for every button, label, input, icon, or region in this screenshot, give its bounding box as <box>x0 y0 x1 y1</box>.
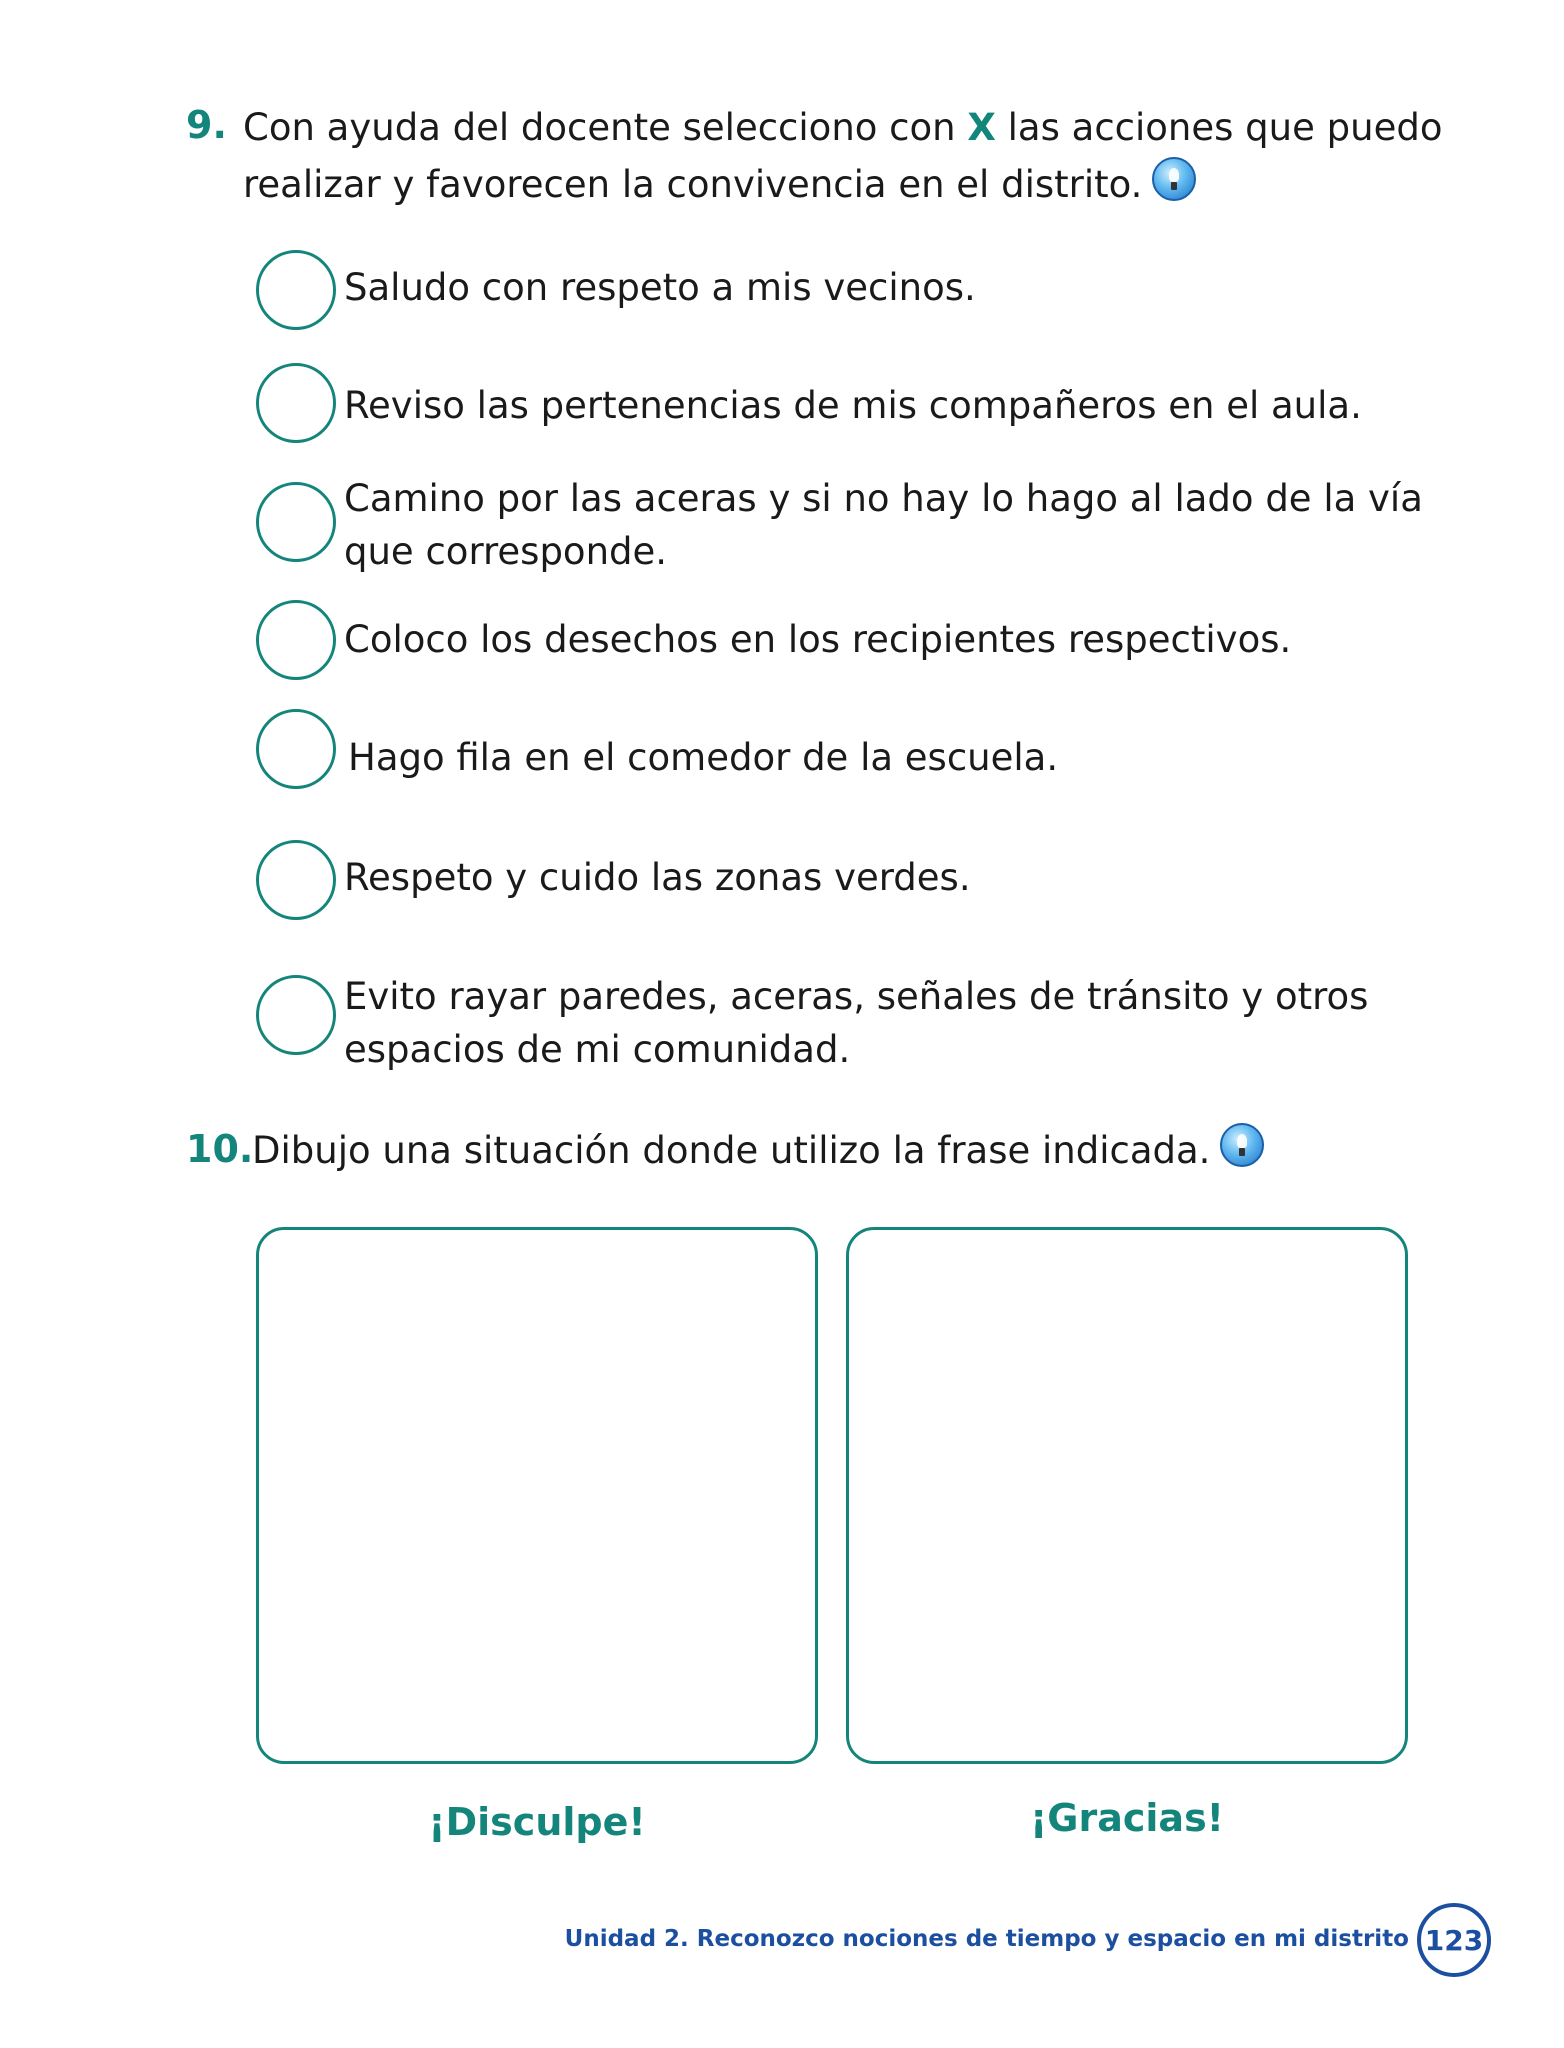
option-7-line2: espacios de mi comunidad. <box>344 1028 851 1071</box>
option-1-text <box>344 261 976 314</box>
option-5-line1: Hago fila en el comedor de la escuela. <box>348 736 1059 779</box>
lightbulb-icon <box>1152 157 1196 201</box>
option-7-line1: Evito rayar paredes, aceras, señales de tránsito y otros <box>344 975 1369 1018</box>
lightbulb-icon <box>1220 1123 1264 1167</box>
option-4-text <box>344 613 1291 666</box>
option-2-line1: Reviso las pertenencias de mis compañeros en el aula. <box>344 384 1362 427</box>
prompt-text-before: Con ayuda del docente selecciono con <box>243 106 956 149</box>
option-3-text <box>344 472 1423 578</box>
prompt-text-after: las acciones que puedo <box>1007 106 1443 149</box>
x-mark: X <box>967 106 996 149</box>
option-2-checkbox[interactable] <box>256 363 336 443</box>
drawing-area-left[interactable] <box>256 1227 818 1764</box>
option-5-text <box>348 731 1058 784</box>
option-5-checkbox[interactable] <box>256 709 336 789</box>
caption-disculpe: ¡Disculpe! <box>428 1800 646 1844</box>
option-7-text <box>344 970 1368 1076</box>
question-10-prompt <box>252 1122 1452 1179</box>
page-number: 123 <box>1417 1903 1491 1977</box>
option-3-line2: que corresponde. <box>344 530 668 573</box>
option-6-line1: Respeto y cuido las zonas verdes. <box>344 856 971 899</box>
drawing-area-right[interactable] <box>846 1227 1408 1764</box>
option-3-line1: Camino por las aceras y si no hay lo hago al lado de la vía <box>344 477 1423 520</box>
caption-gracias: ¡Gracias! <box>1029 1796 1225 1840</box>
question-10-number: 10. <box>186 1127 254 1171</box>
option-1-checkbox[interactable] <box>256 250 336 330</box>
option-4-line1: Coloco los desechos en los recipientes respectivos. <box>344 618 1292 661</box>
option-6-checkbox[interactable] <box>256 840 336 920</box>
question-9-number: 9. <box>186 103 227 147</box>
question-10-text: Dibujo una situación donde utilizo la frase indicada. <box>252 1129 1211 1172</box>
option-4-checkbox[interactable] <box>256 600 336 680</box>
footer-unit-title: Unidad 2. Reconozco nociones de tiempo y espacio en mi distrito <box>564 1926 1409 1952</box>
option-1-line1: Saludo con respeto a mis vecinos. <box>344 266 976 309</box>
option-7-checkbox[interactable] <box>256 975 336 1055</box>
option-2-text <box>344 379 1362 432</box>
option-3-checkbox[interactable] <box>256 482 336 562</box>
option-6-text <box>344 851 971 904</box>
prompt-line-2: realizar y favorecen la convivencia en el distrito. <box>243 163 1143 206</box>
question-9-prompt <box>243 99 1443 213</box>
